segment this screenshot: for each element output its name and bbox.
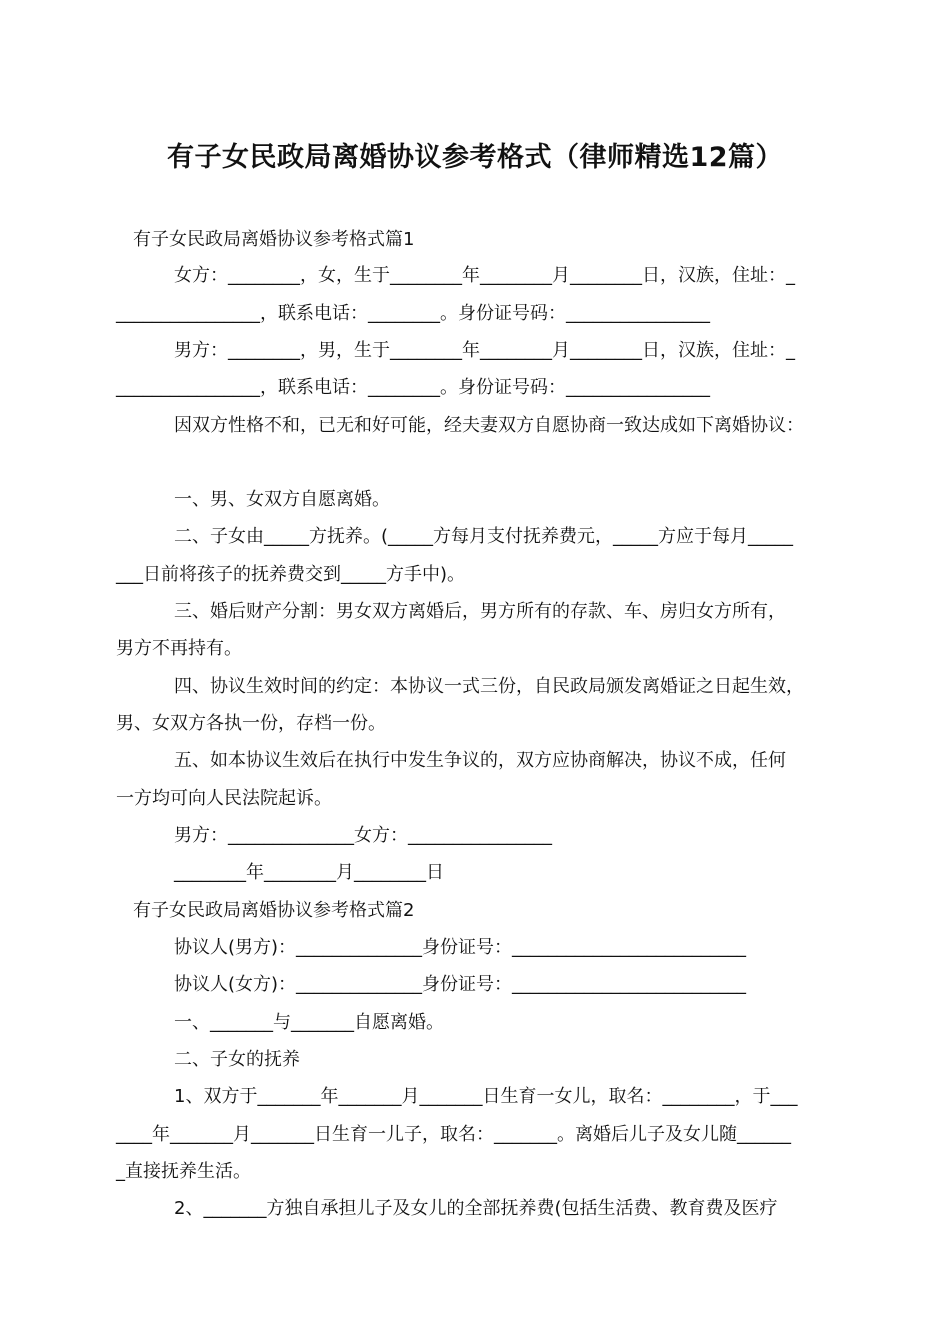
text-line: 协议人(男方)：______________身份证号：__________________________ [174, 937, 747, 958]
text-line: 因双方性格不和，已无和好可能，经夫妻双方自愿协商一致达成如下离婚协议： [174, 415, 804, 436]
section-heading: 有子女民政局离婚协议参考格式篇1 [133, 229, 415, 250]
text-line: 1、双方于_______年_______月_______日生育一女儿，取名：________，于___ [174, 1086, 798, 1107]
text-line: 二、子女由_____方抚养。(_____方每月支付抚养费元，_____方应于每月_____ [174, 526, 794, 547]
text-line: 男方：________，男，生于________年________月________日，汉族，住址：_ [174, 340, 795, 361]
text-line: 女方：________，女，生于________年________月________日，汉族，住址：_ [174, 265, 795, 286]
date-line: ________年________月________日 [174, 862, 444, 883]
text-line: ________________，联系电话：________。身份证号码：________________ [116, 303, 710, 324]
text-line: 一、_______与_______自愿离婚。 [174, 1012, 444, 1033]
text-line: 男方不再持有。 [116, 638, 242, 659]
text-line: ________________，联系电话：________。身份证号码：________________ [116, 377, 710, 398]
document-title: 有子女民政局离婚协议参考格式（律师精选12篇） [166, 142, 784, 173]
text-line: _直接抚养生活。 [116, 1161, 251, 1182]
text-line: 男、女双方各执一份，存档一份。 [116, 713, 386, 734]
text-line: ____年_______月_______日生育一儿子，取名：_______。离婚后儿子及女儿随______ [116, 1124, 791, 1145]
text-line: 协议人(女方)：______________身份证号：__________________________ [174, 974, 747, 995]
section-heading: 有子女民政局离婚协议参考格式篇2 [133, 900, 415, 921]
text-line: 三、婚后财产分割：男女双方离婚后，男方所有的存款、车、房归女方所有， [174, 601, 786, 622]
text-line: ___日前将孩子的抚养费交到_____方手中)。 [116, 564, 466, 585]
text-line: 五、如本协议生效后在执行中发生争议的，双方应协商解决，协议不成，任何 [174, 750, 786, 771]
text-line: 一方均可向人民法院起诉。 [116, 788, 332, 809]
text-line: 2、_______方独自承担儿子及女儿的全部抚养费(包括生活费、教育费及医疗 [174, 1198, 778, 1219]
signature-line: 男方：______________女方：________________ [174, 825, 552, 846]
text-line: 一、男、女双方自愿离婚。 [174, 489, 390, 510]
text-line: 二、子女的抚养 [174, 1049, 300, 1070]
text-line: 四、协议生效时间的约定：本协议一式三份，自民政局颁发离婚证之日起生效， [174, 676, 804, 697]
